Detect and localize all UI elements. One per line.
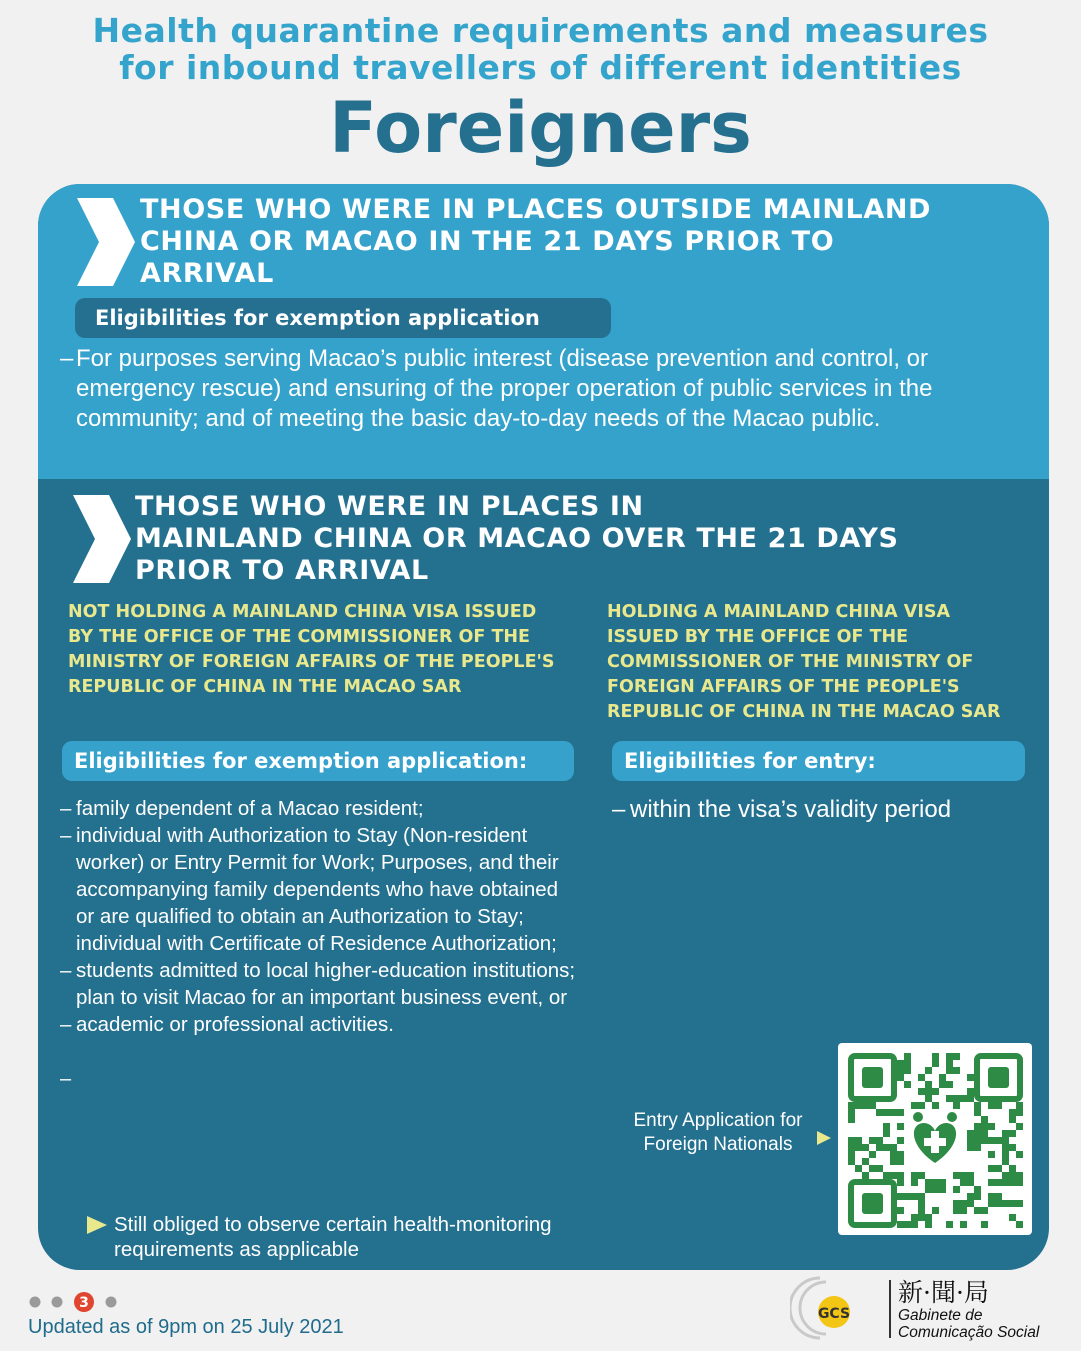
double-chevron-icon (75, 196, 137, 288)
updated-timestamp: Updated as of 9pm on 25 July 2021 (28, 1316, 344, 1338)
page-subtitle (0, 12, 1081, 86)
left-subhead-line: REPUBLIC OF CHINA IN THE MACAO SAR (68, 677, 462, 697)
section-outside-mainland (38, 184, 1049, 479)
qr-label: Entry Application for Foreign Nationals (633, 1110, 803, 1155)
left-eligibility-list (60, 795, 596, 1038)
section-2-heading-line: MAINLAND CHINA OR MACAO OVER THE 21 DAYS (135, 523, 899, 554)
list-item: worker) or Entry Permit for Work; Purposes, and their (76, 851, 559, 874)
page-title: Foreigners (329, 87, 752, 169)
section-1-heading-line: CHINA OR MACAO IN THE 21 DAYS PRIOR TO (140, 226, 835, 257)
logo-portuguese-name: Gabinete de Comunicação Social (898, 1307, 1040, 1341)
logo-chinese-name: 新·聞·局 (898, 1278, 989, 1307)
list-item: or are qualified to obtain an Authorization to Stay; (76, 905, 524, 928)
right-subhead-line: REPUBLIC OF CHINA IN THE MACAO SAR (607, 702, 1001, 722)
section-1-heading-line: THOSE WHO WERE IN PLACES OUTSIDE MAINLAND (140, 194, 932, 225)
arrow-right-icon (816, 1130, 832, 1146)
logo-divider (889, 1280, 891, 1338)
section-2-heading-line: THOSE WHO WERE IN PLACES IN (135, 491, 644, 522)
page-number: 3 (79, 1295, 89, 1311)
right-eligibility-pill: Eligibilities for entry: (612, 741, 1025, 781)
section-1-heading-line: ARRIVAL (140, 258, 274, 289)
list-item: – family dependent of a Macao resident; (60, 797, 424, 820)
right-subhead-line: ISSUED BY THE OFFICE OF THE (607, 627, 909, 647)
double-chevron-icon (71, 493, 133, 585)
list-item: accompanying family dependents who have obtained (76, 878, 559, 901)
left-subhead-line: MINISTRY OF FOREIGN AFFAIRS OF THE PEOPLE'S (68, 652, 555, 672)
section-2-heading (135, 491, 1015, 587)
list-item: individual with Certificate of Residence Authorization; (76, 932, 557, 955)
svg-text:GCS: GCS (817, 1306, 850, 1322)
list-item: – academic or professional activities. (60, 1013, 394, 1036)
right-subhead-line: HOLDING A MAINLAND CHINA VISA (607, 602, 951, 622)
list-item: – students admitted to local higher-education institutions; (60, 959, 576, 982)
right-column-subhead (607, 600, 1037, 725)
left-subhead-line: BY THE OFFICE OF THE COMMISSIONER OF THE (68, 627, 531, 647)
section-2-heading-line: PRIOR TO ARRIVAL (135, 555, 429, 586)
left-subhead-line: NOT HOLDING A MAINLAND CHINA VISA ISSUED (68, 602, 537, 622)
right-eligibility-list (612, 795, 1030, 825)
empty-list-dash: – (60, 1068, 72, 1090)
subtitle-line-1: Health quarantine requirements and measures (92, 11, 989, 50)
gcs-logo-icon (790, 1274, 850, 1342)
section-1-paragraph: – For purposes serving Macao’s public interest (disease prevention and control, or emergency rescue) and ensuring of the proper operation of public services in the community; and of meeting the basic day-to-day needs of the Macao public. (60, 345, 933, 432)
right-subhead-line: COMMISSIONER OF THE MINISTRY OF (607, 652, 974, 672)
section-1-eligibility-pill: Eligibilities for exemption application (75, 298, 611, 338)
left-column-subhead (68, 600, 588, 700)
page-indicator[interactable] (28, 1291, 128, 1313)
list-item: plan to visit Macao for an important business event, or (76, 986, 568, 1009)
health-monitoring-note: Still obliged to observe certain health-monitoring requirements as applicable (114, 1213, 552, 1261)
left-eligibility-pill: Eligibilities for exemption application: (62, 741, 574, 781)
subtitle-line-2: for inbound travellers of different identities (119, 48, 962, 87)
section-1-heading (140, 194, 1020, 290)
right-subhead-line: FOREIGN AFFAIRS OF THE PEOPLE'S (607, 677, 960, 697)
main-panel (38, 184, 1049, 1270)
section-1-paragraph-text: For purposes serving Macao’s public interest (disease prevention and control, or emergency rescue) and ensuring of the proper operation of public services in the community; and of meeting the basic day-to-day needs of the Macao public. (76, 345, 933, 432)
arrow-right-icon (86, 1215, 108, 1235)
qr-code[interactable] (838, 1043, 1032, 1235)
list-item: – within the visa’s validity period (612, 796, 952, 823)
list-item: – individual with Authorization to Stay (Non-resident (60, 824, 528, 847)
qr-code-icon (838, 1043, 1032, 1235)
